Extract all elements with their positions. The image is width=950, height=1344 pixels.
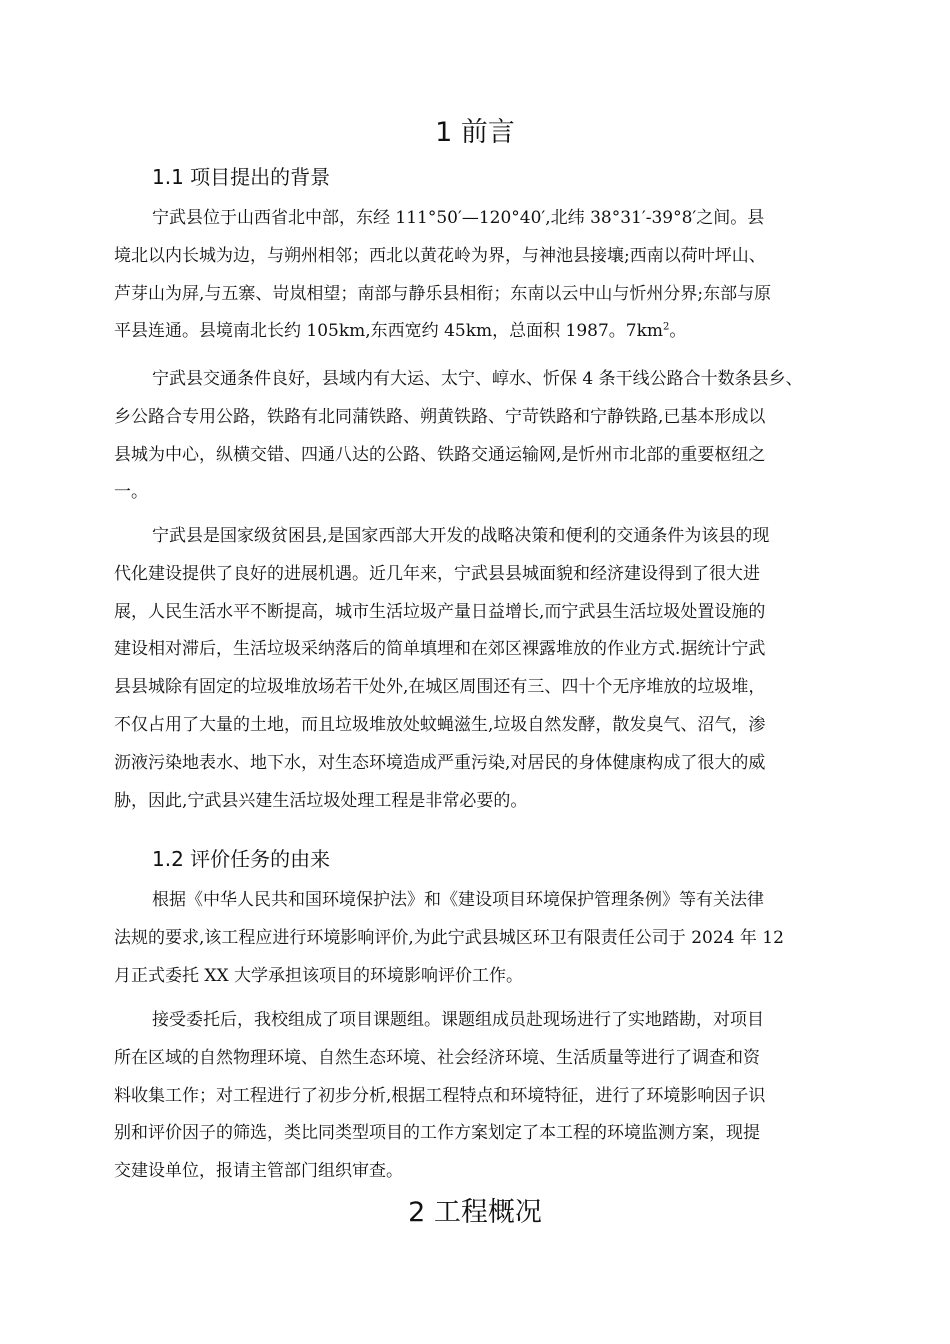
- paragraph-line: 宁武县位于山西省北中部，东经 111°50′—120°40′,北纬 38°31′-39°8′之间。县: [152, 208, 765, 228]
- paragraph-line: 宁武县是国家级贫困县,是国家西部大开发的战略决策和便利的交通条件为该县的现: [152, 526, 770, 546]
- area-superscript: 2: [663, 321, 670, 333]
- paragraph-line: 法规的要求,该工程应进行环境影响评价,为此宁武县城区环卫有限责任公司于 2024 年 12: [114, 927, 784, 948]
- paragraph-line-area: [114, 313, 854, 351]
- paragraph-location: [114, 200, 854, 351]
- paragraph-line: 宁武县交通条件良好，县域内有大运、太宁、崞水、忻保 4 条干线公路合十数条县乡、: [152, 369, 803, 389]
- paragraph-line: 沥液污染地表水、地下水，对生态环境造成严重污染,对居民的身体健康构成了很大的威: [114, 752, 766, 773]
- paragraph-line: 一。: [114, 482, 148, 503]
- paragraph-line: 代化建设提供了良好的进展机遇。近几年来，宁武县县城面貌和经济建设得到了很大进: [114, 563, 760, 584]
- paragraph-line: 境北以内长城为边，与朔州相邻；西北以黄花岭为界，与神池县接壤;西南以荷叶坪山、: [114, 245, 766, 266]
- section-heading-assessment: 1.2 评价任务的由来: [152, 847, 331, 871]
- chapter-heading-preface: 1 前言: [435, 117, 515, 148]
- paragraph-line: 交建设单位，报请主管部门组织审查。: [114, 1161, 403, 1182]
- area-period: 。: [669, 321, 687, 342]
- paragraph-work-process: [114, 1002, 854, 1191]
- paragraph-line: 胁，因此,宁武县兴建生活垃圾处理工程是非常必要的。: [114, 790, 528, 811]
- paragraph-line: 县县城除有固定的垃圾堆放场若干处外,在城区周围还有三、四十个无序堆放的垃圾堆，: [114, 677, 766, 698]
- paragraph-transport: [114, 361, 854, 512]
- paragraph-line: 料收集工作；对工程进行了初步分析,根据工程特点和环境特征，进行了环境影响因子识: [114, 1085, 766, 1106]
- paragraph-line: 接受委托后，我校组成了项目课题组。课题组成员赴现场进行了实地踏勘，对项目: [152, 1010, 764, 1030]
- section-heading-background: 1.1 项目提出的背景: [152, 165, 331, 189]
- paragraph-line: 乡公路合专用公路，铁路有北同蒲铁路、朔黄铁路、宁苛铁路和宁静铁路,已基本形成以: [114, 406, 766, 427]
- chapter-heading-project-overview: 2 工程概况: [408, 1197, 542, 1228]
- paragraph-development: [114, 518, 854, 820]
- paragraph-line: 展，人民生活水平不断提高，城市生活垃圾产量日益增长,而宁武县生活垃圾处置设施的: [114, 601, 766, 622]
- paragraph-line: 芦芽山为屏,与五寨、岢岚相望；南部与静乐县相衔；东南以云中山与忻州分界;东部与原: [114, 283, 772, 304]
- paragraph-line: 不仅占用了大量的土地，而且垃圾堆放处蚊蝇滋生,垃圾自然发酵，散发臭气、沼气，渗: [114, 714, 766, 735]
- paragraph-line: 所在区域的自然物理环境、自然生态环境、社会经济环境、生活质量等进行了调查和资: [114, 1047, 760, 1068]
- paragraph-line: 月正式委托 XX 大学承担该项目的环境影响评价工作。: [114, 965, 524, 986]
- paragraph-line: 根据《中华人民共和国环境保护法》和《建设项目环境保护管理条例》等有关法律: [152, 890, 764, 910]
- area-text: 平县连通。县境南北长约 105km,东西宽约 45km，总面积 1987。7km: [114, 321, 664, 342]
- paragraph-line: 别和评价因子的筛选，类比同类型项目的工作方案划定了本工程的环境监测方案，现提: [114, 1123, 760, 1144]
- paragraph-line: 县城为中心，纵横交错、四通八达的公路、铁路交通运输网,是忻州市北部的重要枢纽之: [114, 444, 766, 465]
- paragraph-line: 建设相对滞后，生活垃圾采纳落后的简单填埋和在郊区裸露堆放的作业方式.据统计宁武: [114, 639, 766, 660]
- paragraph-legal-basis: [114, 882, 854, 995]
